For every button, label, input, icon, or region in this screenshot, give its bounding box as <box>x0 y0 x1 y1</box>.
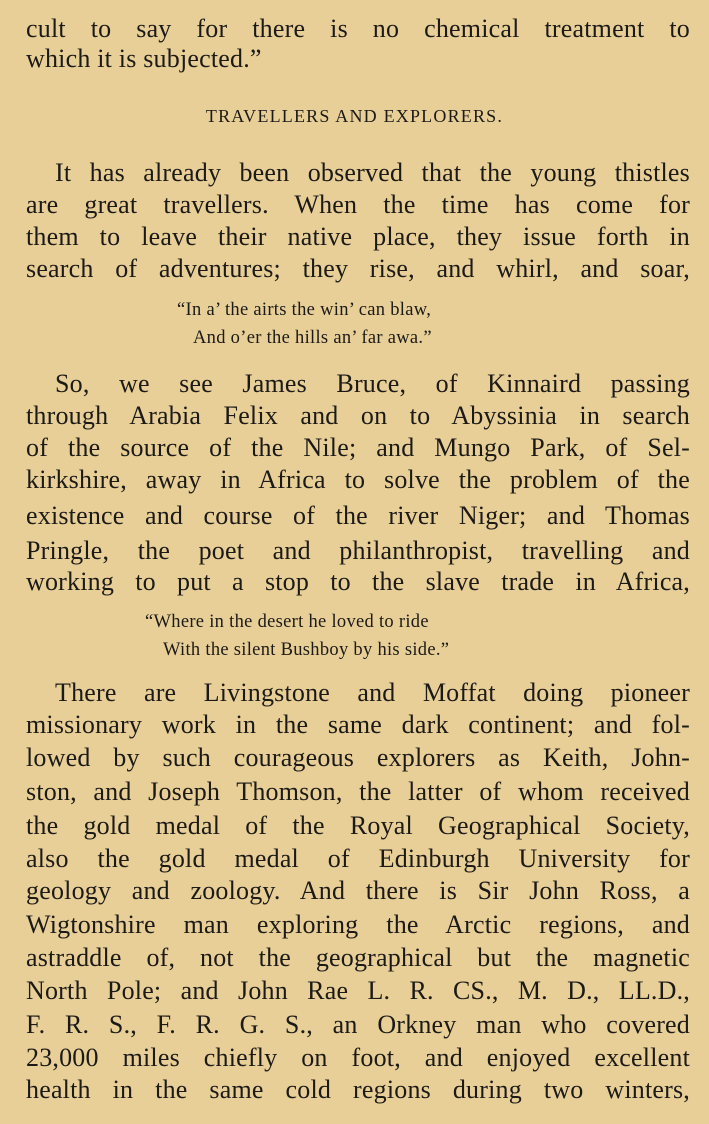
text-line: ston, and Joseph Thomson, the latter of whom received <box>26 777 690 806</box>
verse-line: With the silent Bushboy by his side.” <box>163 640 450 660</box>
text-line: 23,000 miles chiefly on foot, and enjoyed excellent <box>26 1043 690 1072</box>
text-line: which it is subjected.” <box>26 44 262 73</box>
text-line: cult to say for there is no chemical treatment to <box>26 14 690 43</box>
text-line: geology and zoology. And there is Sir John Ross, a <box>26 876 690 905</box>
text-line: the gold medal of the Royal Geographical Society, <box>26 811 690 840</box>
text-line: existence and course of the river Niger; and Thomas <box>26 501 690 530</box>
verse-line: “In a’ the airts the win’ can blaw, <box>177 300 432 320</box>
text-line: F. R. S., F. R. G. S., an Orkney man who covered <box>26 1010 690 1039</box>
text-line: North Pole; and John Rae L. R. CS., M. D., LL.D., <box>26 976 690 1005</box>
text-line: working to put a stop to the slave trade in Africa, <box>26 567 690 596</box>
text-line: kirkshire, away in Africa to solve the problem of the <box>26 465 690 494</box>
text-line: are great travellers. When the time has come for <box>26 190 690 219</box>
text-line: Wigtonshire man exploring the Arctic regions, and <box>26 910 690 939</box>
section-heading: TRAVELLERS AND EXPLORERS. <box>205 106 504 126</box>
text-line: of the source of the Nile; and Mungo Park, of Sel- <box>26 433 690 462</box>
text-line: Pringle, the poet and philanthropist, travelling and <box>26 536 690 565</box>
text-line: through Arabia Felix and on to Abyssinia in search <box>26 401 690 430</box>
text-line: lowed by such courageous explorers as Keith, John- <box>26 743 690 772</box>
verse-line: And o’er the hills an’ far awa.” <box>193 328 432 348</box>
text-line: them to leave their native place, they issue forth in <box>26 222 690 251</box>
text-line: It has already been observed that the young thistles <box>55 158 690 187</box>
text-line: missionary work in the same dark continent; and fol- <box>26 710 690 739</box>
text-line: There are Livingstone and Moffat doing pioneer <box>55 678 690 707</box>
verse-line: “Where in the desert he loved to ride <box>145 612 429 632</box>
text-line: also the gold medal of Edinburgh University for <box>26 844 690 873</box>
text-line: astraddle of, not the geographical but the magnetic <box>26 943 690 972</box>
text-line: So, we see James Bruce, of Kinnaird passing <box>55 369 690 398</box>
text-line: health in the same cold regions during two winters, <box>26 1075 690 1104</box>
text-line: search of adventures; they rise, and whirl, and soar, <box>26 254 690 283</box>
